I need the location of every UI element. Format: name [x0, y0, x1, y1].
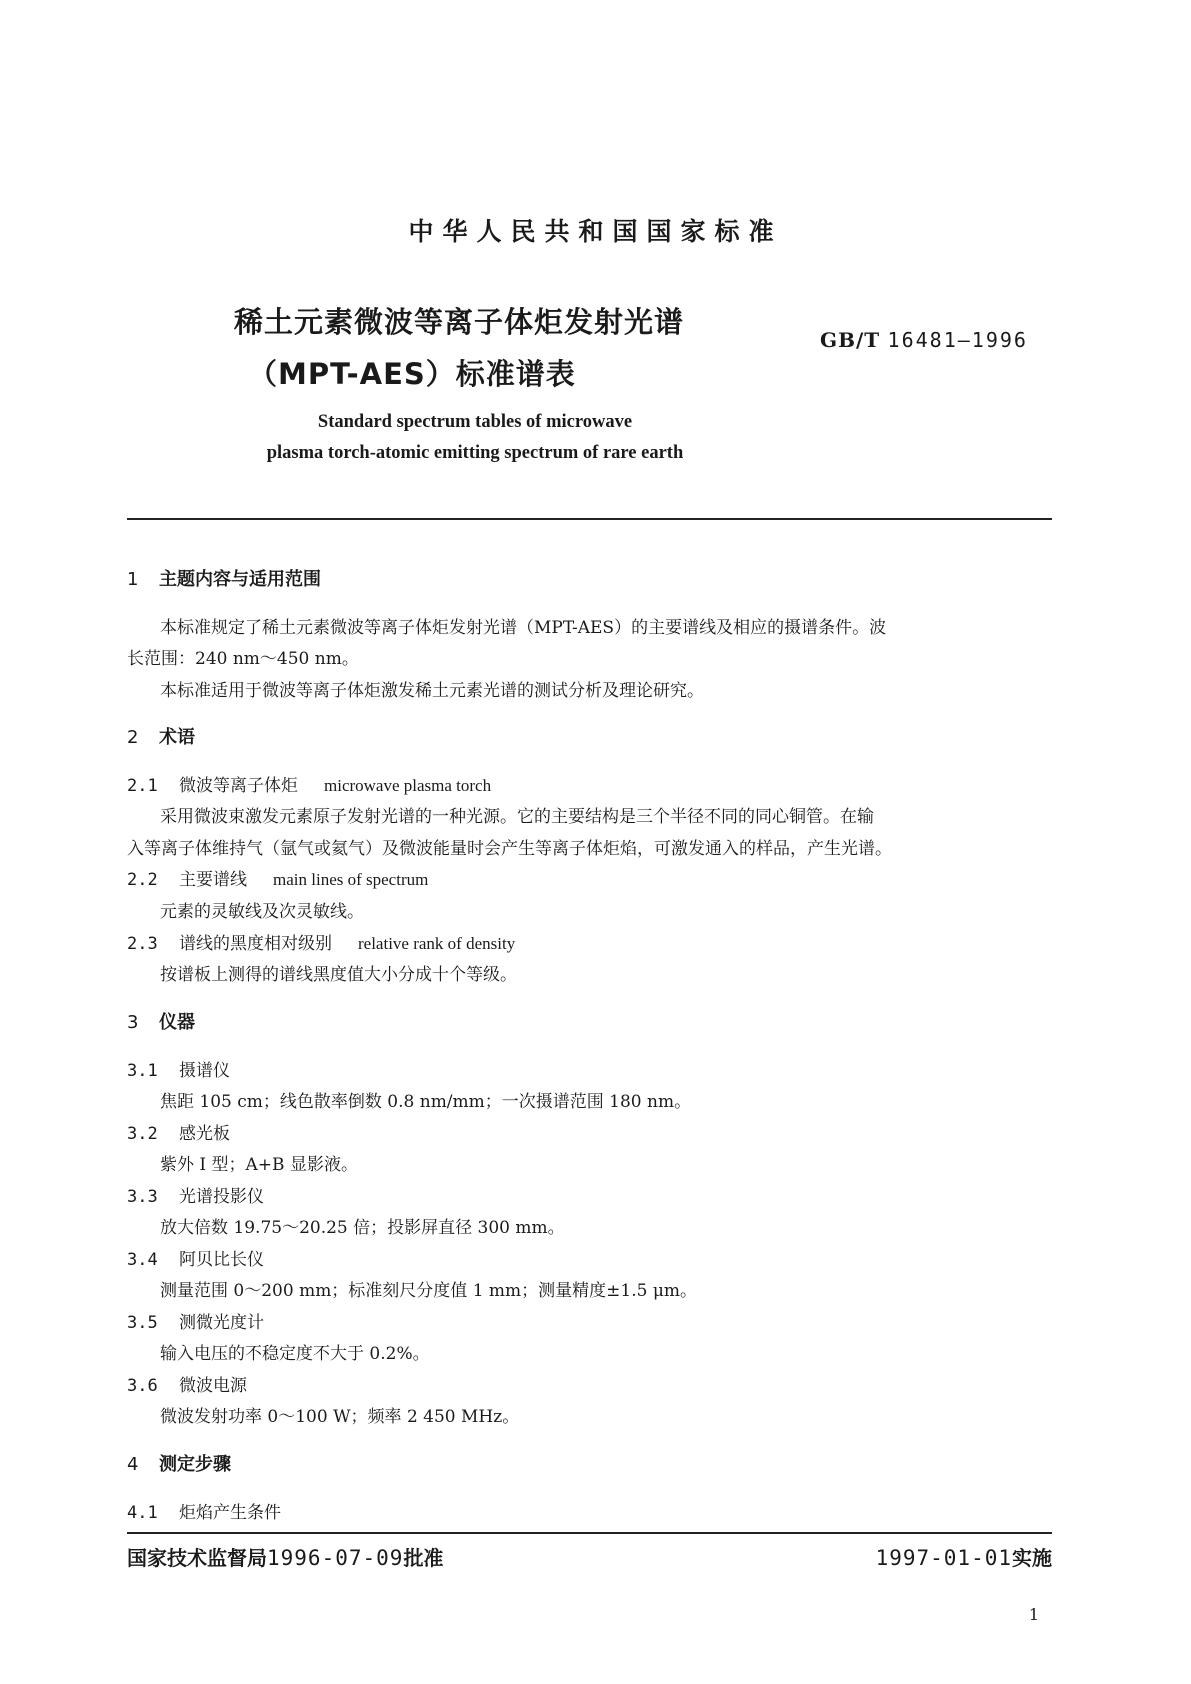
instrument-spec: 测量范围 0～200 mm；标准刻尺分度值 1 mm；测量精度±1.5 μm。	[160, 1281, 698, 1301]
section-1-para-1-line-1: 本标准规定了稀土元素微波等离子体炬发射光谱（MPT-AES）的主要谱线及相应的摄谱条件。波	[160, 618, 887, 638]
section-4-title: 测定步骤	[159, 1454, 231, 1475]
approval-date: 1996-07-09	[267, 1546, 404, 1570]
footer-divider	[127, 1532, 1052, 1534]
term-2-1	[127, 771, 491, 796]
section-3-number: 3	[127, 1012, 139, 1033]
section-2-title: 术语	[159, 727, 195, 748]
term-2-1-en: microwave plasma torch	[324, 776, 492, 795]
instrument-number: 3.3	[127, 1187, 158, 1207]
section-1-number: 1	[127, 569, 139, 590]
term-2-3	[127, 929, 515, 954]
instrument-spec: 输入电压的不稳定度不大于 0.2%。	[160, 1344, 430, 1364]
effective-suffix: 实施	[1012, 1546, 1052, 1570]
instrument-spec: 焦距 105 cm；线色散率倒数 0.8 nm/mm；一次摄谱范围 180 nm。	[160, 1092, 692, 1112]
instrument-spec: 微波发射功率 0～100 W；频率 2 450 MHz。	[160, 1407, 520, 1427]
title-en-line1: Standard spectrum tables of microwave	[317, 412, 633, 432]
instrument-name: 阿贝比长仪	[179, 1250, 264, 1270]
title-divider	[127, 518, 1052, 520]
term-2-2-en: main lines of spectrum	[273, 870, 429, 889]
title-cn-line2: （MPT-AES）标准谱表	[248, 357, 576, 391]
approval-suffix: 批准	[403, 1546, 444, 1570]
term-2-1-def-line-2: 入等离子体维持气（氩气或氦气）及微波能量时会产生等离子体炬焰，可激发通入的样品，产生光谱。	[127, 839, 892, 859]
effective-line	[876, 1542, 1052, 1571]
instrument-name: 摄谱仪	[179, 1061, 230, 1081]
term-2-2-number: 2.2	[127, 870, 158, 890]
instrument-item	[127, 1182, 264, 1207]
approval-authority: 国家技术监督局	[127, 1546, 267, 1570]
term-2-3-cn: 谱线的黑度相对级别	[179, 934, 332, 954]
instrument-item	[127, 1371, 247, 1396]
step-4-1-title: 炬焰产生条件	[179, 1503, 281, 1523]
instrument-number: 3.5	[127, 1313, 158, 1333]
instrument-item	[127, 1245, 264, 1270]
standard-prefix: GB/T	[820, 328, 881, 352]
instrument-item	[127, 1119, 230, 1144]
term-2-2-def: 元素的灵敏线及次灵敏线。	[160, 902, 364, 922]
country-standard-header: 中华人民共和国国家标准	[408, 217, 783, 246]
term-2-2-cn: 主要谱线	[179, 870, 247, 890]
step-4-1	[127, 1498, 281, 1523]
title-cn-line1: 稀土元素微波等离子体炬发射光谱	[234, 305, 685, 339]
step-4-1-number: 4.1	[127, 1503, 158, 1523]
instrument-name: 感光板	[179, 1124, 230, 1144]
section-1-heading	[127, 565, 321, 591]
section-3-heading	[127, 1008, 195, 1034]
term-2-3-def: 按谱板上测得的谱线黑度值大小分成十个等级。	[160, 965, 517, 985]
instrument-spec: 放大倍数 19.75～20.25 倍；投影屏直径 300 mm。	[160, 1218, 565, 1238]
section-1-para-2: 本标准适用于微波等离子体炬激发稀土元素光谱的测试分析及理论研究。	[160, 681, 704, 701]
instrument-name: 微波电源	[179, 1376, 247, 1396]
instrument-spec: 紫外 I 型；A+B 显影液。	[160, 1155, 358, 1175]
section-2-number: 2	[127, 727, 139, 748]
instrument-number: 3.6	[127, 1376, 158, 1396]
approval-line	[127, 1542, 443, 1571]
instrument-item	[127, 1308, 264, 1333]
term-2-2	[127, 865, 428, 890]
standard-code: 16481—1996	[887, 328, 1028, 352]
section-1-title: 主题内容与适用范围	[159, 569, 321, 590]
instrument-number: 3.2	[127, 1124, 158, 1144]
term-2-1-cn: 微波等离子体炬	[179, 776, 298, 796]
instrument-name: 光谱投影仪	[179, 1187, 264, 1207]
section-4-heading	[127, 1450, 231, 1476]
instrument-number: 3.4	[127, 1250, 158, 1270]
page-number: 1	[1028, 1605, 1039, 1624]
section-3-title: 仪器	[159, 1012, 195, 1033]
section-2-heading	[127, 723, 195, 749]
section-1-para-1-line-2: 长范围：240 nm～450 nm。	[127, 649, 359, 669]
section-4-number: 4	[127, 1454, 139, 1475]
effective-date: 1997-01-01	[875, 1546, 1012, 1570]
instrument-item	[127, 1056, 230, 1081]
instrument-name: 测微光度计	[179, 1313, 264, 1333]
term-2-3-en: relative rank of density	[358, 934, 516, 953]
title-en-line2: plasma torch-atomic emitting spectrum of rare earth	[266, 443, 684, 463]
term-2-3-number: 2.3	[127, 934, 158, 954]
instrument-number: 3.1	[127, 1061, 158, 1081]
term-2-1-def-line-1: 采用微波束激发元素原子发射光谱的一种光源。它的主要结构是三个半径不同的同心铜管。在输	[160, 807, 874, 827]
standard-number	[820, 328, 1028, 352]
term-2-1-number: 2.1	[127, 776, 158, 796]
